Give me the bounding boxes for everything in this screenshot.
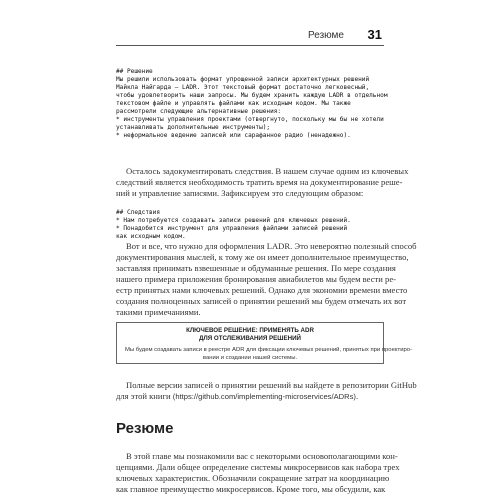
text-fragment: . (355, 391, 359, 401)
text-line: заставляя принимать взвешенные и обдуманные решения. По мере создания (116, 263, 396, 273)
sidebar-title-line: ДЛЯ ОТСЛЕЖИВАНИЯ РЕШЕНИЙ (198, 335, 301, 342)
code-line: как исходным кодом. (116, 233, 186, 240)
code-line: * инструменты управления проектами (отвергнуто, поскольку мы бы не хотели (116, 116, 384, 123)
text-fragment: для этой книги (116, 391, 173, 401)
section-heading: Резюме (116, 420, 174, 437)
code-line: * неформальное ведение записей или сарафанное радио (ненадежно). (116, 132, 351, 139)
text-line: естр принятых нами ключевых решений. Однако для экономии времени вместо (116, 285, 408, 295)
text-line: Вот и все, что нужно для оформления LADR. Это невероятно полезный способ (126, 241, 417, 251)
code-line: чтобы удовлетворить наши запросы. Мы будем хранить каждую LADR в отдельном (116, 92, 388, 99)
text-line: ключевых характеристик. Обозначили сокращение затрат на координацию (116, 473, 390, 483)
text-line: следствий является необходимость тратить время на документирование реше- (116, 177, 403, 187)
paragraph-chapter-summary (116, 451, 400, 495)
text-line: ний и управление записями. Зафиксируем это следующим образом: (116, 188, 364, 198)
code-line: Мы решили использовать формат упрощенной записи архитектурных решений (116, 76, 370, 83)
sidebar-body-line: Мы будем создавать записи в реестре ADR для фиксации ключевых решений, принятых при проектиро- (125, 347, 413, 353)
text-line: создания полноценных записей о принятии решений мы будем отмечать их вот (116, 296, 407, 306)
text-line: нашего примера приложения бронирования авиабилетов мы будем вести ре- (116, 274, 396, 284)
text-line: как главное преимущество микросервисов. Кроме того, мы обсудили, как (116, 484, 386, 494)
code-line: устанавливать дополнительные инструменты); (116, 124, 271, 131)
text-line (116, 391, 384, 402)
code-line: ## Решение (116, 68, 153, 75)
code-block-decision (116, 60, 388, 140)
sidebar-title-line: КЛЮЧЕВОЕ РЕШЕНИЕ: ПРИМЕНЯТЬ ADR (186, 327, 314, 334)
code-line: Майкла Найгарда – LADR. Этот текстовый формат достаточно легковесный, (116, 84, 370, 91)
repository-link[interactable]: (https://github.com/implementing-microservices/ADRs) (172, 392, 356, 401)
code-line: * Понадобится инструмент для управления файлами записей решений (116, 225, 348, 232)
text-line: Осталось задокументировать следствия. В нашем случае одним из ключевых (126, 166, 409, 176)
code-line: рассмотрели следующие альтернативные решения: (116, 108, 282, 115)
text-line: цепциями. Дали общее определение системы микросервисов как набора трех (116, 462, 400, 472)
sidebar-body (125, 346, 413, 362)
paragraph-github-reference (116, 380, 417, 402)
code-block-consequences (116, 201, 351, 241)
text-line: такими примечаниями. (116, 307, 201, 317)
text-line: документирования мыслей, к тому же он имеет дополнительное преимущество, (116, 252, 409, 262)
running-title: Резюме (308, 30, 344, 41)
sidebar-body-line: вании и создании нашей системы. (202, 355, 298, 361)
code-line: ## Следствия (116, 209, 161, 216)
text-line: В этой главе мы познакомили вас с некоторыми основополагающими кон- (126, 451, 398, 461)
text-line: Полные версии записей о принятии решений вы найдете в репозитории GitHub (126, 380, 417, 390)
page-number: 31 (367, 27, 382, 42)
sidebar-title (125, 327, 375, 343)
code-line: * Нам потребуется создавать записи решений для ключевых решений. (116, 217, 351, 224)
paragraph-ladr-summary (116, 241, 417, 318)
paragraph-consequences-intro (116, 166, 409, 199)
code-line: текстовом файле и управлять файлами как исходным кодом. Мы также (116, 100, 351, 107)
key-decision-sidebar (116, 322, 413, 364)
running-header (116, 24, 384, 46)
